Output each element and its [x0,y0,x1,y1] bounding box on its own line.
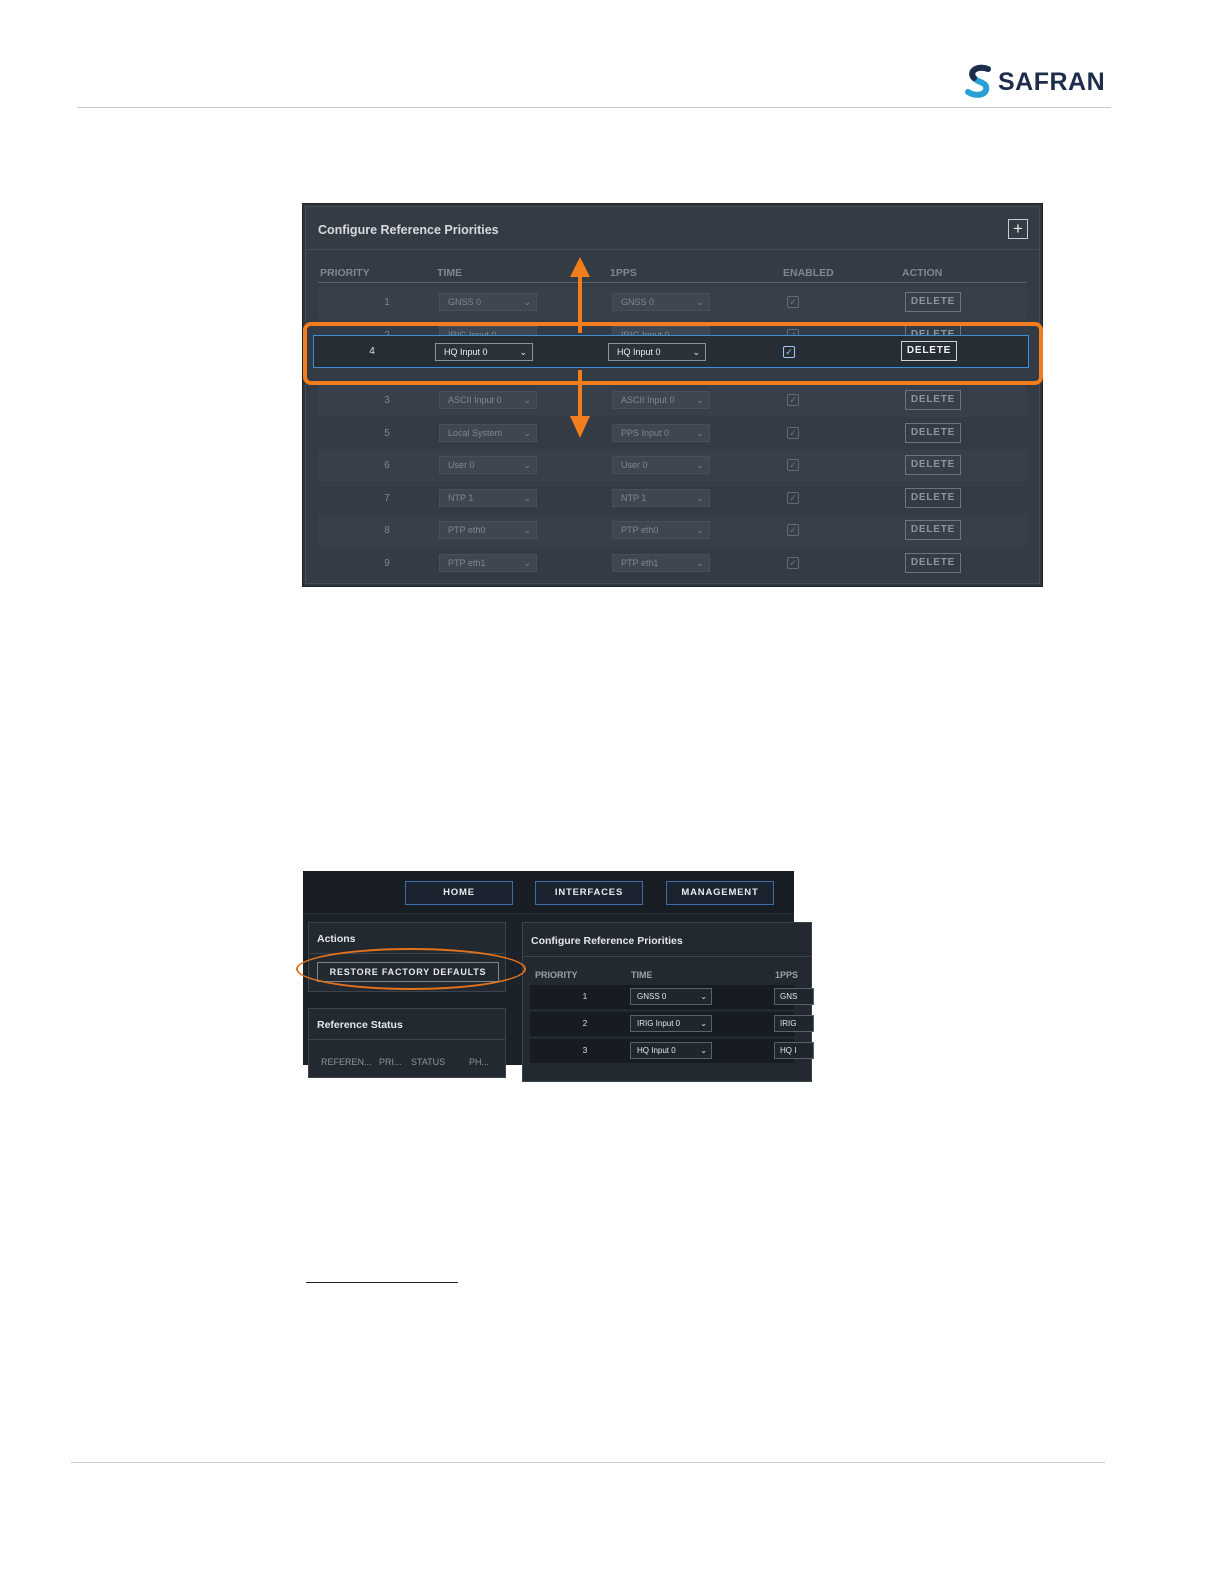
nav-home[interactable]: HOME [405,881,513,905]
status-column-reference: REFEREN... [321,1057,372,1067]
pps-select[interactable]: HQ I [774,1042,814,1059]
delete-button[interactable]: DELETE [905,488,961,508]
priorities-panel [305,206,1040,584]
time-select-value: User 0 [448,460,475,470]
enabled-checkbox[interactable]: ✓ [787,492,799,504]
delete-button[interactable]: DELETE [905,423,961,443]
status-column-priority: PRI... [379,1057,402,1067]
underline-rule [306,1282,458,1283]
chevron-down-icon: ⌄ [696,525,704,535]
column-1pps: 1PPS [610,267,637,279]
time-select[interactable] [439,489,537,507]
time-select[interactable] [630,988,712,1005]
header-rule [77,107,1111,108]
chevron-down-icon: ⌄ [696,297,704,307]
enabled-checkbox[interactable]: ✓ [787,394,799,406]
row-priority: 5 [384,428,390,439]
time-select[interactable] [439,521,537,539]
arrow-up-icon [566,255,594,335]
chevron-down-icon: ⌄ [519,347,527,357]
pps-select-value: ASCII Input 0 [621,395,675,405]
row-priority: 8 [384,525,390,536]
pps-select[interactable] [612,456,710,474]
time-select[interactable] [439,391,537,409]
table-row [318,483,1027,515]
column-time: TIME [437,267,463,279]
pps-select-value: PPS Input 0 [621,428,670,438]
chevron-down-icon: ⌄ [696,558,704,568]
chevron-down-icon: ⌄ [523,525,531,535]
enabled-checkbox[interactable]: ✓ [787,427,799,439]
reference-priorities-screenshot [302,203,1043,587]
status-column-status: STATUS [411,1057,446,1067]
column-enabled: ENABLED [783,267,834,279]
status-divider [309,1039,505,1040]
row-priority: 4 [369,346,375,357]
time-select[interactable] [435,343,533,361]
table-row [530,985,798,1009]
column-priority: PRIORITY [320,267,370,279]
enabled-checkbox[interactable]: ✓ [787,459,799,471]
time-select[interactable] [439,456,537,474]
delete-button[interactable]: DELETE [905,390,961,410]
pps-select-value: PTP eth1 [621,558,659,568]
table-row [318,548,1027,580]
chevron-down-icon: ⌄ [696,395,704,405]
delete-button[interactable]: DELETE [905,292,961,312]
row-priority: 3 [582,1045,588,1055]
time-select[interactable] [439,424,537,442]
pps-select-value: PTP eth0 [621,525,659,535]
time-select[interactable] [439,293,537,311]
footer-rule [71,1462,1105,1463]
column-priority-2: PRIORITY [535,970,578,980]
pps-select[interactable]: GNS [774,988,814,1005]
chevron-down-icon: ⌄ [523,460,531,470]
enabled-checkbox[interactable]: ✓ [787,296,799,308]
reference-status-panel [308,1008,506,1078]
time-select[interactable] [630,1042,712,1059]
enabled-checkbox[interactable]: ✓ [787,557,799,569]
chevron-down-icon: ⌄ [700,992,707,1001]
table-row [318,287,1027,319]
pps-select-value: User 0 [621,460,648,470]
time-select-value: HQ Input 0 [637,1046,676,1055]
pps-select[interactable] [612,293,710,311]
pps-select[interactable] [612,424,710,442]
chevron-down-icon: ⌄ [696,493,704,503]
time-select-value: GNSS 0 [448,297,482,307]
chevron-down-icon: ⌄ [700,1019,707,1028]
table-row [318,385,1027,417]
priorities-title-2: Configure Reference Priorities [531,935,683,947]
time-select-value: NTP 1 [448,493,474,503]
nav-management[interactable]: MANAGEMENT [666,881,774,905]
delete-button[interactable]: DELETE [905,553,961,573]
status-column-phase: PH... [469,1057,490,1067]
chevron-down-icon: ⌄ [696,460,704,470]
chevron-down-icon: ⌄ [523,297,531,307]
nav-interfaces[interactable]: INTERFACES [535,881,643,905]
chevron-down-icon: ⌄ [692,347,700,357]
pps-select[interactable] [612,391,710,409]
enabled-checkbox[interactable]: ✓ [783,346,795,358]
pps-select-value: GNSS 0 [621,297,655,307]
brand-name: SAFRAN [998,67,1106,96]
title-divider [306,249,1039,250]
time-select[interactable] [630,1015,712,1032]
add-button[interactable]: + [1008,219,1028,239]
row-priority: 7 [384,493,390,504]
pps-select[interactable] [612,521,710,539]
column-1pps-2: 1PPS [775,970,799,980]
delete-button[interactable]: DELETE [905,520,961,540]
chevron-down-icon: ⌄ [523,428,531,438]
chevron-down-icon: ⌄ [523,493,531,503]
top-nav [303,871,794,914]
chevron-down-icon: ⌄ [523,558,531,568]
delete-button[interactable]: DELETE [905,455,961,475]
pps-select[interactable] [612,489,710,507]
restore-factory-defaults-button[interactable]: RESTORE FACTORY DEFAULTS [317,962,499,982]
priorities-divider-2 [523,956,811,957]
chevron-down-icon: ⌄ [700,1046,707,1055]
restore-highlight-ellipse [296,948,526,990]
row-priority: 3 [384,395,390,406]
column-time-2: TIME [631,970,653,980]
actions-title: Actions [317,933,356,945]
delete-button[interactable]: DELETE [901,341,957,361]
time-select-value: GNSS 0 [637,992,667,1001]
row-priority: 1 [582,991,588,1001]
row-priority: 9 [384,558,390,569]
pps-select-value: HQ Input 0 [617,347,661,357]
table-row [530,1039,797,1063]
dragged-row[interactable] [313,335,1029,368]
time-select-value: IRIG Input 0 [637,1019,681,1028]
time-select-value: Local System [448,428,503,438]
enabled-checkbox[interactable]: ✓ [787,524,799,536]
time-select-value: PTP eth0 [448,525,486,535]
table-row [530,1012,797,1036]
pps-select-value: NTP 1 [621,493,647,503]
safran-s-icon [964,65,994,99]
table-row [318,515,1027,547]
table-row [318,450,1027,482]
chevron-down-icon: ⌄ [523,395,531,405]
time-select[interactable] [439,554,537,572]
column-action: ACTION [902,267,943,279]
time-select-value: HQ Input 0 [444,347,488,357]
pps-select[interactable] [608,343,706,361]
chevron-down-icon: ⌄ [696,428,704,438]
pps-select[interactable] [612,554,710,572]
table-row [318,418,1027,450]
arrow-down-icon [566,370,594,440]
safran-logo [964,64,1114,100]
panel-title: Configure Reference Priorities [318,223,499,237]
time-select-value: PTP eth1 [448,558,486,568]
time-select-value: ASCII Input 0 [448,395,502,405]
row-priority: 1 [384,297,390,308]
row-priority: 6 [384,460,390,471]
row-priority: 2 [582,1018,588,1028]
pps-select[interactable]: IRIG [774,1015,814,1032]
reference-status-title: Reference Status [317,1019,403,1031]
header-divider [318,282,1027,283]
